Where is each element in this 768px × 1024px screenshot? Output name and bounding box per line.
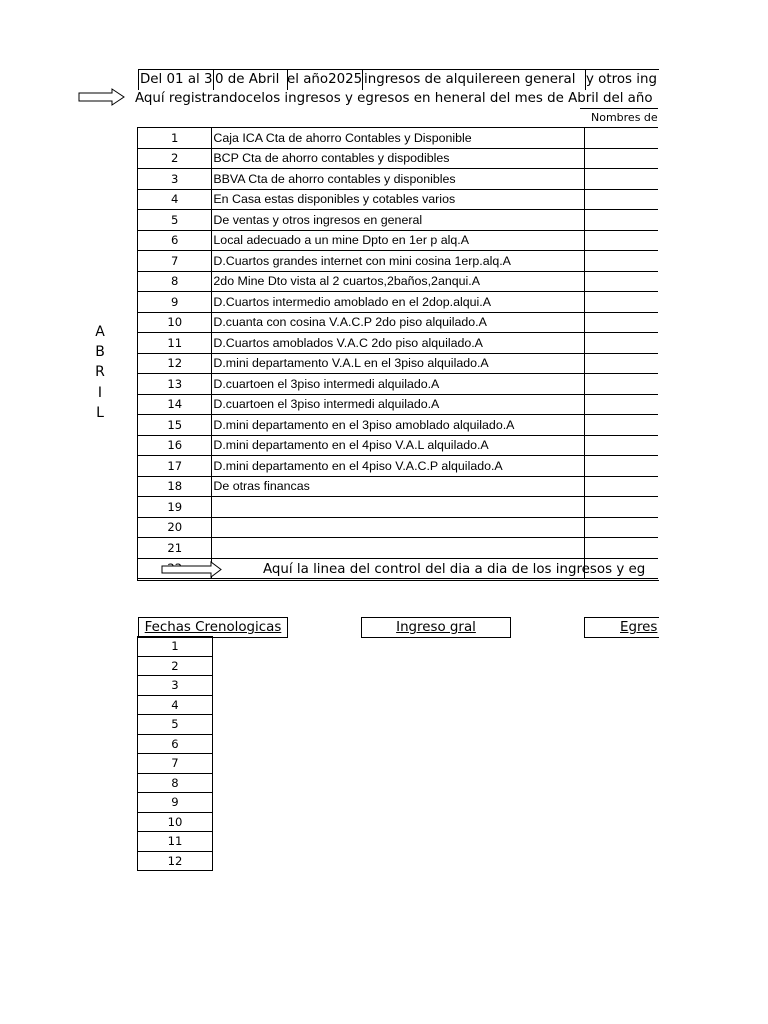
table-row (138, 415, 659, 436)
month-letter: R (95, 364, 105, 381)
row-number: 4 (138, 189, 212, 210)
header-ingreso-label: Ingreso gral (396, 620, 476, 635)
date-cell: 11 (138, 832, 213, 852)
date-cell: 2 (138, 656, 213, 676)
row-number: 14 (138, 394, 212, 415)
table-row (138, 333, 659, 354)
row-value-cell (584, 394, 658, 415)
row-value-cell (584, 353, 658, 374)
row-value-cell (584, 497, 658, 518)
row-description: Caja ICA Cta de ahorro Contables y Disponible (212, 128, 584, 149)
table-row (138, 128, 659, 149)
row-value-cell (584, 538, 658, 559)
row-value-cell (584, 251, 658, 272)
row-description: D.mini departamento en el 4piso V.A.L alquilado.A (212, 435, 584, 456)
row-description: D.Cuartos intermedio amoblado en el 2dop.alqui.A (212, 292, 584, 313)
table-row (138, 353, 659, 374)
row-number: 3 (138, 169, 212, 190)
date-row (138, 793, 213, 813)
dates-table (137, 636, 213, 871)
header-fechas (138, 617, 288, 638)
row-value-cell (584, 456, 658, 477)
control-line-text: Aquí la linea del control del dia a dia de los ingresos y eg (263, 562, 646, 577)
table-row (138, 517, 659, 538)
right-arrow-icon (161, 561, 223, 578)
row-number: 6 (138, 230, 212, 251)
date-row (138, 695, 213, 715)
row-value-cell (584, 435, 658, 456)
table-row (138, 476, 659, 497)
date-row (138, 734, 213, 754)
row-description: De otras financas (212, 476, 584, 497)
row-value-cell (584, 292, 658, 313)
row-description: D.mini departamento en el 4piso V.A.C.P alquilado.A (212, 456, 584, 477)
date-row (138, 832, 213, 852)
date-cell: 8 (138, 773, 213, 793)
date-cell: 3 (138, 676, 213, 696)
title-part-2: 0 de Abril (215, 72, 280, 87)
row-description: BCP Cta de ahorro contables y dispodibles (212, 148, 584, 169)
row-description: D.cuartoen el 3piso intermedi alquilado.A (212, 374, 584, 395)
row-description: 2do Mine Dto vista al 2 cuartos,2baños,2anqui.A (212, 271, 584, 292)
row-number: 20 (138, 517, 212, 538)
row-value-cell (584, 210, 658, 231)
title-part-3: el año2025 (287, 72, 363, 87)
table-row (138, 435, 659, 456)
month-letter: L (96, 404, 104, 421)
row-description: Local adecuado a un mine Dpto en 1er p alq.A (212, 230, 584, 251)
row-value-cell (584, 374, 658, 395)
row-description: D.mini departamento V.A.L en el 3piso alquilado.A (212, 353, 584, 374)
row-description (212, 497, 584, 518)
row-description: D.cuartoen el 3piso intermedi alquilado.A (212, 394, 584, 415)
month-letter: A (95, 324, 105, 340)
row-description: En Casa estas disponibles y cotables varios (212, 189, 584, 210)
date-row (138, 656, 213, 676)
date-row (138, 754, 213, 774)
table-row (138, 169, 659, 190)
date-row (138, 637, 213, 657)
column-header-nombres: Nombres de (591, 111, 658, 124)
row-number: 5 (138, 210, 212, 231)
date-cell: 10 (138, 812, 213, 832)
title-line-1 (138, 69, 659, 90)
row-value-cell (584, 517, 658, 538)
table-row (138, 456, 659, 477)
accounts-table-wrapper (137, 127, 658, 580)
row-number: 21 (138, 538, 212, 559)
row-description (212, 517, 584, 538)
table-row (138, 374, 659, 395)
table-row (138, 394, 659, 415)
date-cell: 9 (138, 793, 213, 813)
row-value-cell (584, 415, 658, 436)
date-row (138, 851, 213, 871)
date-row (138, 773, 213, 793)
row-number: 17 (138, 456, 212, 477)
date-row (138, 676, 213, 696)
row-number: 19 (138, 497, 212, 518)
header-egreso-label: Egres (620, 620, 658, 635)
date-row (138, 715, 213, 735)
month-vertical-label (92, 322, 108, 423)
table-row (138, 312, 659, 333)
row-number: 8 (138, 271, 212, 292)
date-cell: 5 (138, 715, 213, 735)
row-number: 1 (138, 128, 212, 149)
row-value-cell (584, 169, 658, 190)
row-number: 12 (138, 353, 212, 374)
header-ingreso (361, 617, 511, 638)
row-number: 9 (138, 292, 212, 313)
row-value-cell (584, 312, 658, 333)
title-part-1: Del 01 al 3 (140, 72, 213, 87)
table-row (138, 251, 659, 272)
row-description: D.cuanta con cosina V.A.C.P 2do piso alquilado.A (212, 312, 584, 333)
date-cell: 6 (138, 734, 213, 754)
cell-underline (580, 89, 658, 109)
header-fechas-label: Fechas Crenologicas (144, 620, 282, 635)
header-egreso (584, 617, 659, 638)
row-description (212, 538, 584, 559)
row-number: 10 (138, 312, 212, 333)
row-number: 13 (138, 374, 212, 395)
table-row (138, 538, 659, 559)
subtitle-line: Aquí registrandocelos ingresos y egresos en heneral del mes de Abril del año (135, 91, 653, 106)
title-part-4: ingresos de alquilereen general (364, 72, 576, 87)
row-number: 15 (138, 415, 212, 436)
row-value-cell (584, 476, 658, 497)
row-description: D.Cuartos grandes internet con mini cosina 1erp.alq.A (212, 251, 584, 272)
title-part-5: y otros ing (586, 72, 657, 87)
row-number: 7 (138, 251, 212, 272)
row-description: D.mini departamento en el 3piso amoblado alquilado.A (212, 415, 584, 436)
month-letter: B (95, 344, 105, 361)
date-row (138, 812, 213, 832)
row-value-cell (584, 271, 658, 292)
row-number: 16 (138, 435, 212, 456)
cell-divider (362, 70, 363, 90)
date-cell: 7 (138, 754, 213, 774)
right-arrow-icon (78, 88, 126, 106)
row-description: BBVA Cta de ahorro contables y disponibles (212, 169, 584, 190)
table-row (138, 210, 659, 231)
row-number: 18 (138, 476, 212, 497)
row-value-cell (584, 148, 658, 169)
date-cell: 4 (138, 695, 213, 715)
table-row (138, 497, 659, 518)
row-number: 11 (138, 333, 212, 354)
row-description: De ventas y otros ingresos en general (212, 210, 584, 231)
table-row (138, 271, 659, 292)
table-row (138, 148, 659, 169)
date-cell: 12 (138, 851, 213, 871)
month-letter: I (97, 384, 103, 401)
row-value-cell (584, 333, 658, 354)
row-description: D.Cuartos amoblados V.A.C 2do piso alquilado.A (212, 333, 584, 354)
row-number: 2 (138, 148, 212, 169)
table-row (138, 292, 659, 313)
accounts-table (137, 127, 658, 579)
cell-divider (213, 70, 214, 90)
row-value-cell (584, 128, 658, 149)
table-row (138, 230, 659, 251)
row-value-cell (584, 189, 658, 210)
row-value-cell (584, 230, 658, 251)
table-row (138, 189, 659, 210)
date-cell: 1 (138, 637, 213, 657)
control-line-row (137, 560, 659, 581)
